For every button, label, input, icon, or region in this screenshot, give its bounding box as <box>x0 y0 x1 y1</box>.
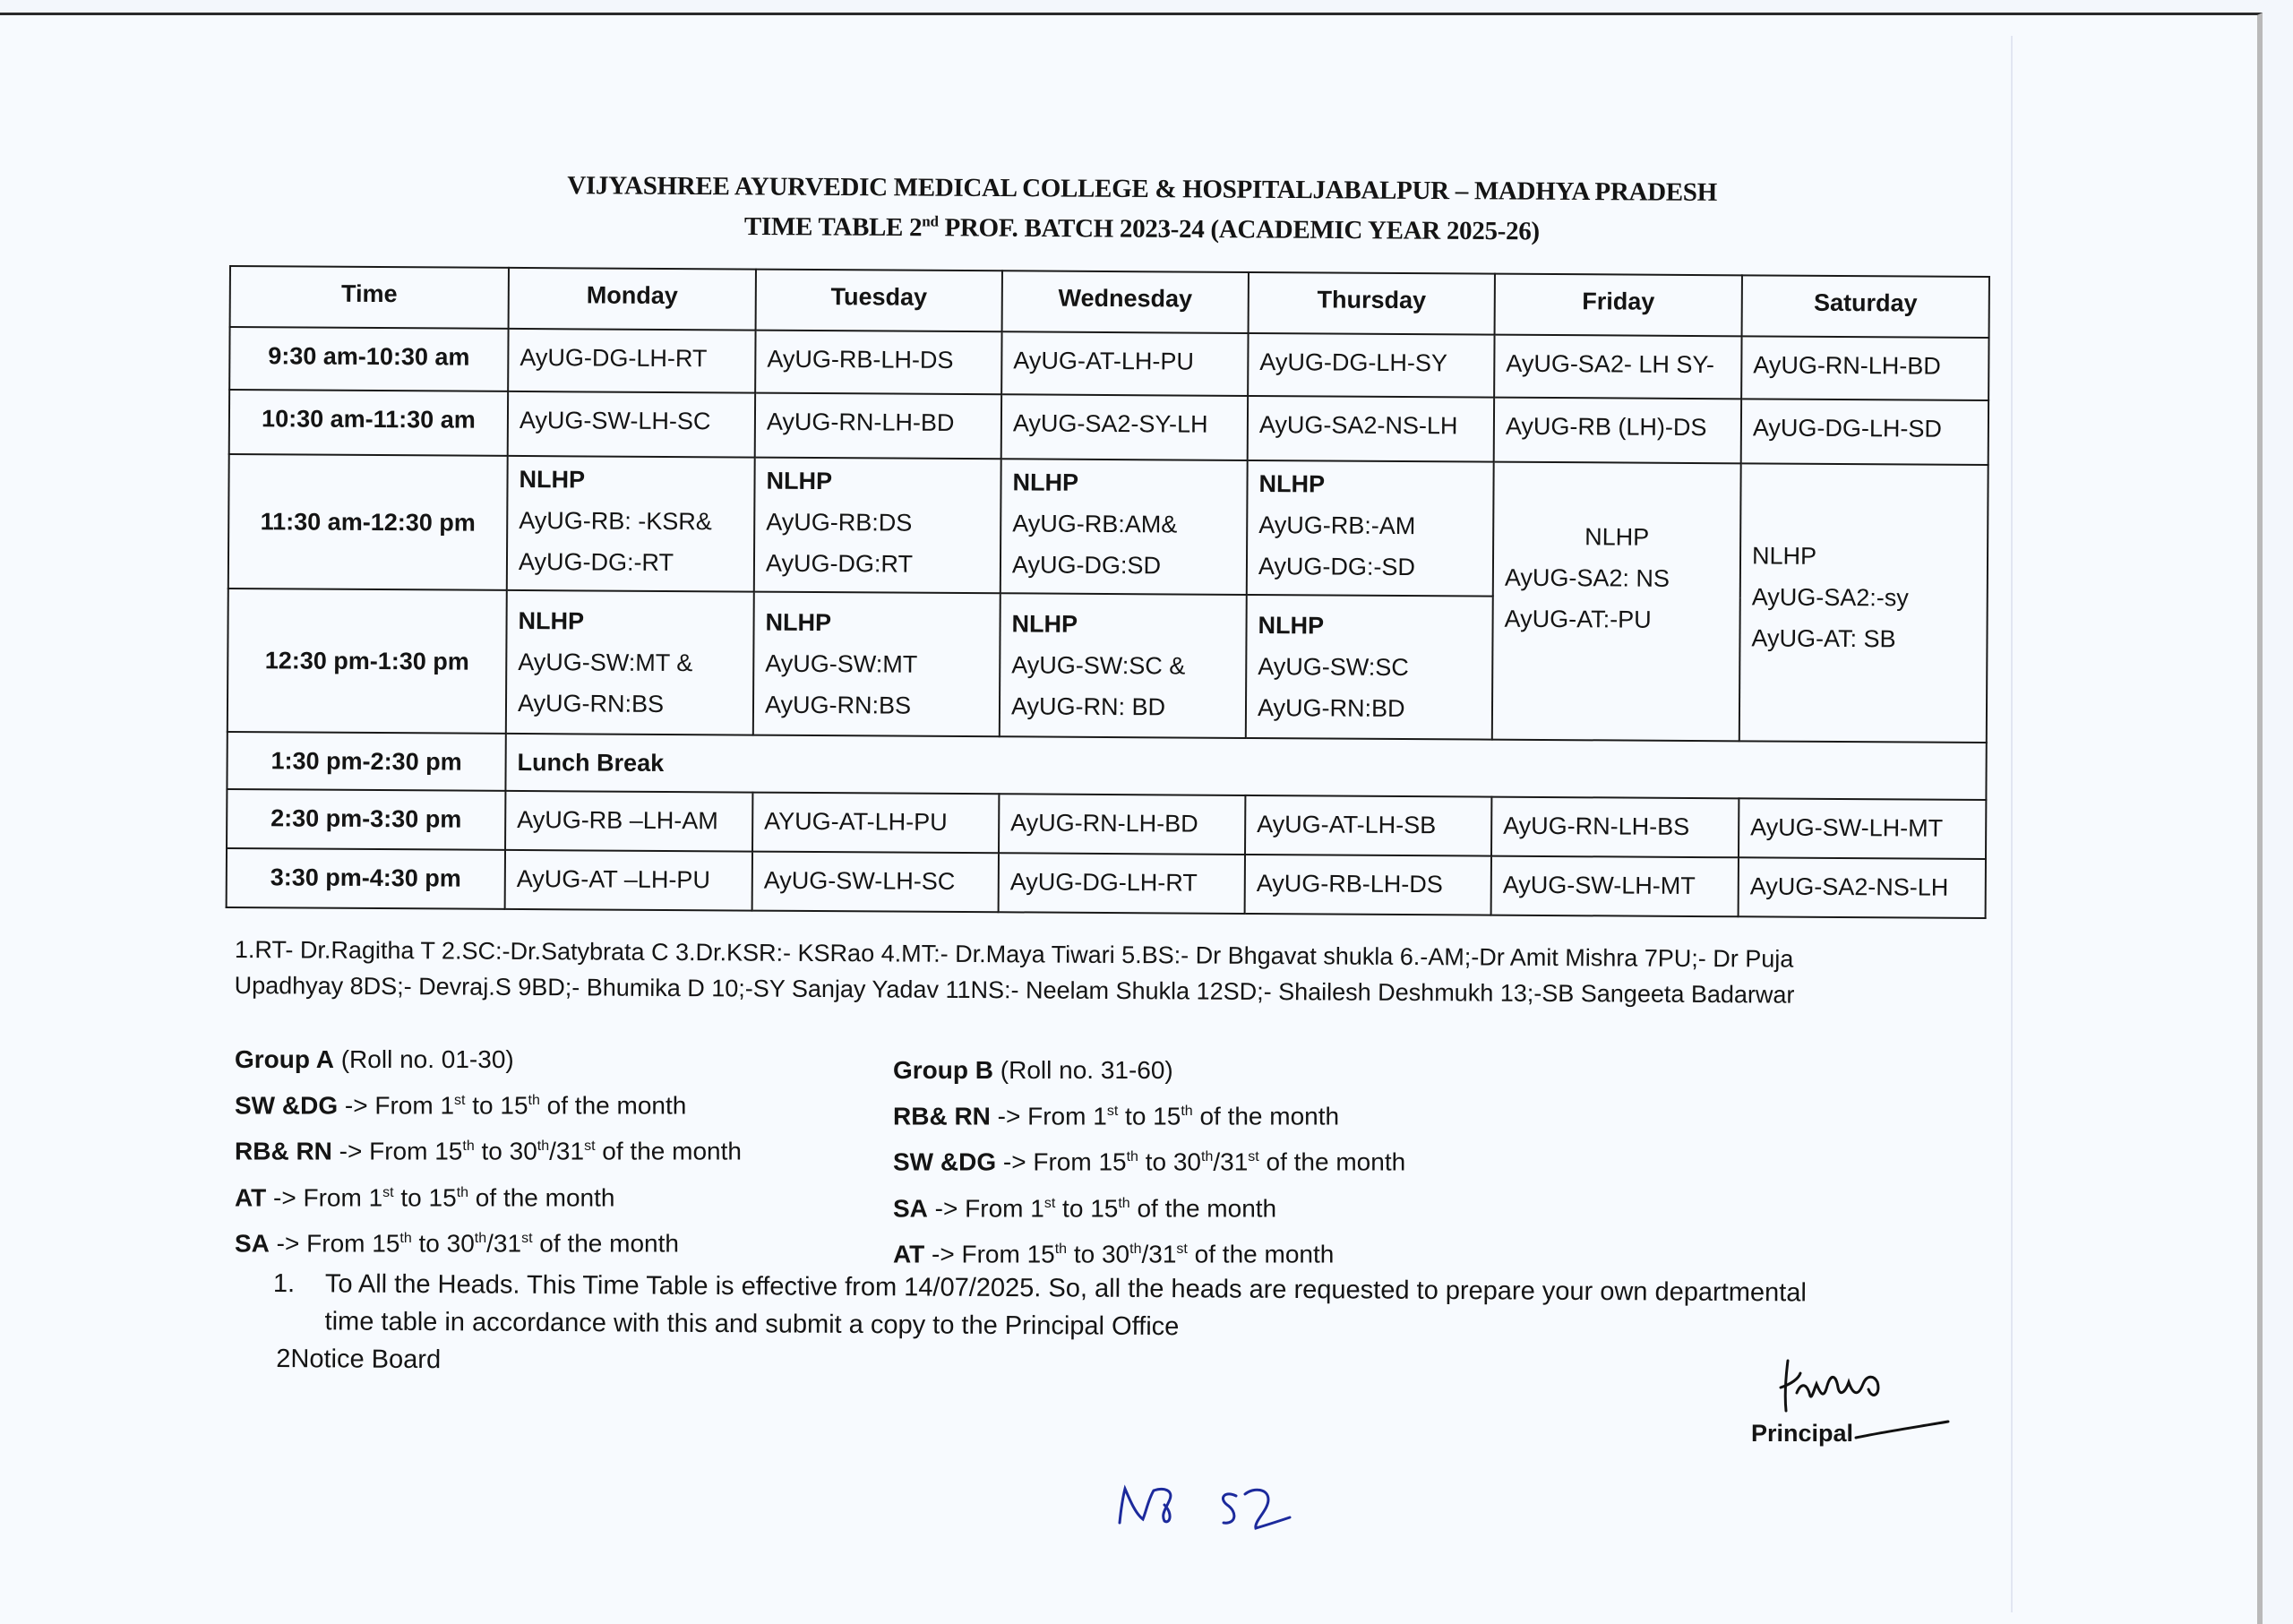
timetable-subtitle: TIME TABLE 2nd PROF. BATCH 2023-24 (ACADEMIC YEAR 2025-26) <box>743 211 1540 246</box>
subject-code: SA <box>235 1229 270 1258</box>
table-cell: AyUG-RB-LH-DS <box>755 331 1001 395</box>
table-row <box>228 454 1988 599</box>
table-cell <box>753 592 1001 737</box>
group-rule <box>235 1126 742 1172</box>
time-slot: 9:30 am-10:30 am <box>229 327 508 391</box>
table-cell: AyUG-SW-LH-SC <box>508 391 755 458</box>
table-cell <box>1000 593 1247 738</box>
group-label: Group B <box>893 1056 993 1084</box>
rule-text: -> From 1 <box>338 1091 455 1120</box>
table-cell <box>1247 460 1494 597</box>
rule-text: of the month <box>1129 1193 1277 1222</box>
header-thursday: Thursday <box>1249 272 1495 335</box>
group-b-schedule <box>893 1050 1405 1275</box>
ordinal: th <box>462 1139 475 1155</box>
rule-text: -> From 1 <box>990 1102 1107 1130</box>
cell-line: AyUG-SA2:-sy <box>1751 583 1909 612</box>
ordinal: st <box>1043 1195 1056 1211</box>
cell-line: AyUG-DG:-RT <box>518 547 674 577</box>
cell-line: AyUG-AT:-PU <box>1504 605 1652 633</box>
faculty-legend <box>235 932 2017 1014</box>
cell-line: AyUG-RN:BS <box>517 689 665 717</box>
rule-text: to 15 <box>1118 1102 1181 1130</box>
rule-text: to 30 <box>1067 1240 1130 1268</box>
group-rule <box>235 1173 742 1218</box>
table-cell <box>754 458 1001 594</box>
nlhp-label: NLHP <box>765 608 832 637</box>
time-slot: 1:30 pm-2:30 pm <box>227 732 505 791</box>
cell-line: AyUG-SW:SC & <box>1011 651 1186 680</box>
nlhp-label: NLHP <box>1258 612 1325 640</box>
nlhp-label: NLHP <box>1258 470 1326 498</box>
nlhp-label: NLHP <box>518 606 585 635</box>
ordinal: st <box>1248 1149 1259 1165</box>
cell-line: AyUG-SW:MT <box>765 649 918 678</box>
ordinal: th <box>1054 1241 1068 1257</box>
table-cell <box>1246 595 1493 740</box>
rule-text: -> From 15 <box>269 1229 400 1258</box>
ordinal: st <box>382 1184 394 1200</box>
rule-text: -> From 15 <box>924 1240 1055 1268</box>
cell-line: AyUG-RN:BS <box>764 691 912 719</box>
notice-number: 1. <box>272 1268 296 1299</box>
table-cell: AyUG-SA2- LH SY- <box>1494 335 1741 400</box>
notice-text: To All the Heads. This Time Table is effective from 14/07/2025. So, all the heads are requested to prepare your own departmental time table in accordance with this and submit a copy to the Principal Office <box>324 1269 1807 1342</box>
ordinal: th <box>1181 1104 1193 1119</box>
rule-text: of the month <box>595 1137 742 1165</box>
header-row <box>230 266 1989 338</box>
rule-text: to 15 <box>393 1182 457 1211</box>
timetable <box>226 265 1990 919</box>
ordinal: th <box>1118 1195 1130 1211</box>
group-rule <box>893 1183 1405 1229</box>
cell-line: AyUG-DG:RT <box>765 549 914 578</box>
cell-line: AyUG-SW:SC <box>1258 653 1409 682</box>
group-b-title <box>893 1050 1405 1091</box>
ordinal: st <box>521 1230 533 1246</box>
table-cell: AyUG-SA2-SY-LH <box>1001 394 1248 460</box>
table-cell: AyUG-DG-LH-SY <box>1248 333 1494 398</box>
group-a-schedule <box>235 1039 742 1264</box>
rule-text: to 15 <box>465 1091 528 1120</box>
table-row <box>229 327 1988 400</box>
cell-line: AyUG-SW:MT & <box>518 648 693 677</box>
cell-line: AyUG-RN: BD <box>1010 692 1166 721</box>
nlhp-label: NLHP <box>1012 468 1079 496</box>
lunch-break-label: Lunch Break <box>517 748 665 777</box>
table-cell: AyUG-SA2-NS-LH <box>1248 396 1494 462</box>
table-cell: AyUG-RN-LH-BS <box>1491 797 1739 858</box>
principal-label: Principal <box>1751 1420 1854 1447</box>
table-cell: AyUG-DG-LH-RT <box>508 329 755 393</box>
table-cell: AyUG-SW-LH-SC <box>752 852 999 913</box>
table-row <box>229 390 1988 465</box>
nlhp-label: NLHP <box>1751 542 1817 570</box>
document-title <box>269 167 2015 252</box>
cell-line: AyUG-RB:AM& <box>1012 510 1178 538</box>
time-slot: 2:30 pm-3:30 pm <box>227 789 505 850</box>
saturday-nlhp-cell <box>1739 463 1988 743</box>
table-cell: AyUG-RB (LH)-DS <box>1494 398 1741 464</box>
table-row <box>227 848 1986 918</box>
signature-stroke <box>1854 1418 1953 1445</box>
cell-line: AyUG-DG:-SD <box>1258 553 1416 581</box>
rule-text: /31 <box>549 1137 585 1165</box>
table-cell: AyUG-RN-LH-BD <box>755 393 1001 460</box>
nlhp-label: NLHP <box>519 465 586 494</box>
ordinal: th <box>1129 1241 1142 1257</box>
rule-text: to 30 <box>411 1229 475 1258</box>
table-cell: AyUG-AT-LH-PU <box>1001 331 1248 396</box>
header-monday: Monday <box>509 268 756 331</box>
rule-text: of the month <box>468 1182 615 1211</box>
nlhp-label: NLHP <box>1011 610 1078 638</box>
ordinal: th <box>537 1139 550 1155</box>
cell-line: AyUG-AT: SB <box>1751 624 1896 653</box>
time-slot-label: 11:30 am-12:30 pm <box>260 508 476 537</box>
rule-text: -> From 15 <box>331 1137 463 1165</box>
time-slot-label: 12:30 pm-1:30 pm <box>264 647 469 675</box>
table-cell: AyUG-AT –LH-PU <box>505 850 752 911</box>
notice-item-2: 2Notice Board <box>276 1345 442 1375</box>
legend-line-1: 1.RT- Dr.Ragitha T 2.SC:-Dr.Satybrata C 3.Dr.KSR:- KSRao 4.MT:- Dr.Maya Tiwari 5.BS:- Dr Bhgavat shukla 6.-AM;-Dr Amit Mishra 7PU;- Dr Puja <box>234 935 1794 973</box>
legend-line-2: Upadhyay 8DS;- Devraj.S 9BD;- Bhumika D 10;-SY Sanjay Yadav 11NS:- Neelam Shukla 12SD;- Shailesh Deshmukh 13;-SB Sangeeta Badarwar <box>234 971 1795 1009</box>
nlhp-label: NLHP <box>1584 523 1650 551</box>
rule-text: -> From 15 <box>996 1147 1127 1176</box>
rule-text: /31 <box>1141 1240 1177 1268</box>
ordinal: th <box>456 1184 469 1200</box>
cell-line: AyUG-DG:SD <box>1011 551 1162 580</box>
time-slot: 10:30 am-11:30 am <box>229 390 508 456</box>
subject-code: RB& RN <box>893 1102 991 1130</box>
table-cell: AyUG-SW-LH-MT <box>1491 856 1739 917</box>
notice-item-1 <box>272 1265 1849 1350</box>
scan-artifact-line <box>2011 36 2013 1612</box>
ordinal: th <box>528 1093 540 1108</box>
group-rule <box>893 1137 1405 1182</box>
rule-text: /31 <box>486 1229 522 1258</box>
header-wednesday: Wednesday <box>1002 271 1249 333</box>
group-rule <box>235 1080 742 1126</box>
rule-text: /31 <box>1213 1147 1249 1176</box>
subject-code: AT <box>235 1182 267 1211</box>
table-cell: AyUG-RB-LH-DS <box>1245 855 1491 915</box>
table-cell <box>1001 459 1248 595</box>
roll-range: (Roll no. 31-60) <box>993 1056 1173 1084</box>
table-cell: AYUG-AT-LH-PU <box>752 793 999 854</box>
table-cell <box>506 590 754 735</box>
cell-line: AyUG-RN:BD <box>1257 694 1405 723</box>
rule-text: -> From 1 <box>927 1193 1044 1222</box>
subject-code: AT <box>893 1240 925 1268</box>
rule-text: to 30 <box>1138 1147 1201 1176</box>
group-rule <box>893 1229 1405 1275</box>
rule-text: to 15 <box>1055 1193 1119 1222</box>
subject-code: SA <box>893 1193 928 1222</box>
header-friday: Friday <box>1495 274 1742 337</box>
rule-text: of the month <box>532 1229 679 1258</box>
college-name: VIJYASHREE AYURVEDIC MEDICAL COLLEGE & HOSPITALJABALPUR – MADHYA PRADESH <box>567 171 1718 207</box>
ordinal: st <box>1176 1241 1188 1257</box>
table-cell: AyUG-SW-LH-MT <box>1739 798 1986 859</box>
table-cell: AyUG-RN-LH-BD <box>999 794 1245 855</box>
roll-range: (Roll no. 01-30) <box>333 1045 514 1073</box>
handwritten-note <box>1111 1478 1317 1541</box>
rule-text: -> From 1 <box>266 1182 383 1211</box>
subject-code: SW &DG <box>893 1147 997 1176</box>
ordinal: st <box>454 1093 466 1108</box>
rule-text: of the month <box>539 1091 687 1120</box>
table-row-lunch <box>227 732 1986 800</box>
header-saturday: Saturday <box>1742 275 1989 338</box>
ordinal: th <box>1126 1149 1138 1165</box>
table-cell <box>507 456 755 592</box>
ordinal: th <box>474 1230 487 1246</box>
rule-text: of the month <box>1192 1102 1340 1130</box>
time-slot <box>228 589 507 734</box>
rule-text: of the month <box>1258 1147 1406 1176</box>
lunch-break-cell <box>505 734 1986 800</box>
cell-line: AyUG-SA2: NS <box>1504 563 1670 592</box>
group-label: Group A <box>235 1045 334 1073</box>
ordinal: st <box>584 1139 596 1155</box>
header-time: Time <box>230 266 509 329</box>
cell-line: AyUG-RB: -KSR& <box>519 506 712 536</box>
cell-line: AyUG-RB:DS <box>766 508 913 537</box>
ordinal: th <box>399 1230 412 1246</box>
group-rule <box>893 1091 1405 1137</box>
table-cell: AyUG-RB –LH-AM <box>505 791 752 852</box>
table-cell: AyUG-DG-LH-RT <box>999 853 1245 914</box>
table-cell: AyUG-SA2-NS-LH <box>1739 857 1986 918</box>
time-slot: 3:30 pm-4:30 pm <box>227 848 505 909</box>
notice-section <box>272 1265 1850 1388</box>
table-row <box>227 789 1986 859</box>
rule-text: of the month <box>1187 1240 1335 1268</box>
rule-text: to 30 <box>474 1137 537 1165</box>
header-tuesday: Tuesday <box>756 270 1002 332</box>
table-cell: AyUG-RN-LH-BD <box>1741 336 1988 400</box>
group-a-title <box>235 1039 742 1080</box>
table-cell: AyUG-AT-LH-SB <box>1245 795 1491 856</box>
nlhp-label: NLHP <box>766 467 833 495</box>
table-cell: AyUG-DG-LH-SD <box>1741 399 1988 465</box>
ordinal: st <box>1106 1104 1119 1119</box>
group-rule <box>235 1218 742 1264</box>
subject-code: SW &DG <box>235 1091 339 1120</box>
time-slot <box>228 454 508 590</box>
cell-line: AyUG-RB:-AM <box>1258 511 1416 540</box>
ordinal: th <box>1201 1149 1214 1165</box>
subject-code: RB& RN <box>235 1137 332 1165</box>
friday-nlhp-cell <box>1492 462 1741 742</box>
